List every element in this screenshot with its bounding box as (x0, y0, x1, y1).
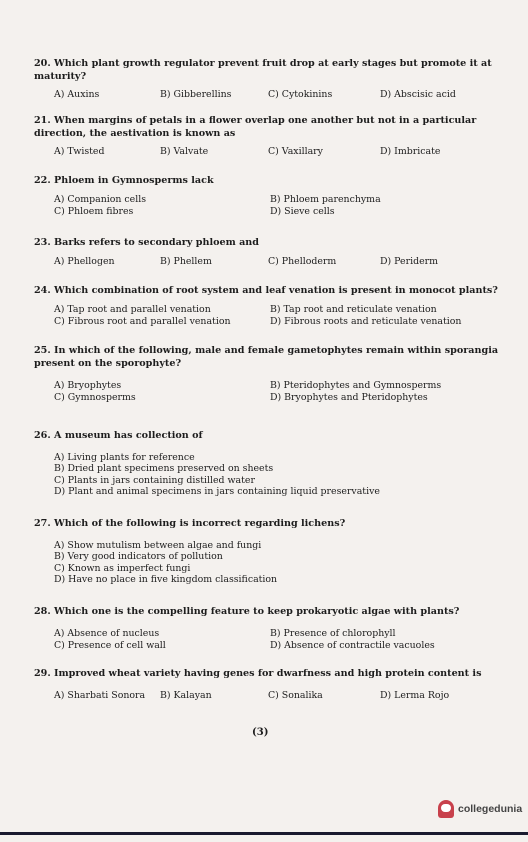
bottom-rule (0, 832, 528, 835)
options-grid (34, 304, 502, 327)
watermark-logo (438, 800, 522, 818)
question-text: 23. Barks refers to secondary phloem and (34, 237, 259, 248)
page-number: (3) (252, 727, 269, 738)
option-b: B) Gibberellins (160, 89, 232, 100)
question-22 (34, 175, 502, 217)
question-text: 24. Which combination of root system and leaf venation is present in monocot plants? (34, 285, 498, 296)
options-grid (34, 628, 502, 651)
question-text: 26. A museum has collection of (34, 430, 203, 441)
option-c: C) Phelloderm (268, 255, 337, 267)
option-c: C) Sonalika (268, 689, 323, 701)
question-text: 21. When margins of petals in a flower overlap one another but not in a particular direction, the aestivation is known as (34, 115, 477, 139)
options-row (34, 256, 502, 267)
options-list (34, 540, 502, 586)
question-26 (34, 430, 502, 498)
options-grid (34, 194, 502, 217)
option-a: A) Show mutulism between algae and fungi (54, 539, 262, 551)
question-text: 27. Which of the following is incorrect regarding lichens? (34, 518, 346, 529)
question-21 (34, 115, 502, 157)
option-b: B) Pteridophytes and Gymnosperms (270, 380, 442, 391)
question-27 (34, 518, 502, 586)
options-grid (34, 380, 502, 403)
option-c: C) Vaxillary (268, 146, 323, 157)
option-b: B) Phellem (160, 255, 212, 267)
option-c: C) Plants in jars containing distilled water (54, 474, 255, 486)
option-b: B) Very good indicators of pollution (54, 551, 223, 563)
options-row (34, 89, 502, 100)
option-b: B) Presence of chlorophyll (270, 627, 396, 639)
question-text: 20. Which plant growth regulator prevent fruit drop at early stages but promote it at maturity? (34, 58, 492, 82)
option-a: A) Absence of nucleus (54, 627, 160, 639)
option-c: C) Phloem fibres (54, 205, 134, 217)
option-a: A) Phellogen (54, 255, 115, 267)
brand-name: collegedunia (458, 803, 523, 815)
option-a: A) Auxins (54, 89, 100, 100)
question-text: 22. Phloem in Gymnosperms lack (34, 175, 214, 186)
question-text: 29. Improved wheat variety having genes for dwarfness and high protein content is (34, 668, 482, 679)
question-25 (34, 345, 502, 403)
question-text: 28. Which one is the compelling feature to keep prokaryotic algae with plants? (34, 606, 460, 617)
option-a: A) Companion cells (54, 193, 147, 205)
option-b: B) Tap root and reticulate venation (270, 303, 437, 315)
option-b: B) Valvate (160, 146, 209, 157)
option-d: D) Sieve cells (270, 205, 335, 217)
options-row (34, 146, 502, 157)
option-b: B) Phloem parenchyma (270, 193, 381, 205)
question-29 (34, 668, 502, 701)
question-text: 25. In which of the following, male and female gametophytes remain within sporangia present on the sporophyte? (34, 345, 499, 369)
option-d: D) Bryophytes and Pteridophytes (270, 392, 428, 403)
option-c: C) Known as imperfect fungi (54, 562, 191, 574)
option-d: D) Fibrous roots and reticulate venation (270, 315, 462, 327)
option-d: D) Periderm (380, 255, 438, 267)
question-28 (34, 606, 502, 651)
option-b: B) Kalayan (160, 689, 212, 701)
question-24 (34, 285, 502, 327)
owl-logo-icon (438, 800, 454, 818)
options-row (34, 690, 502, 701)
option-d: D) Abscisic acid (380, 89, 456, 100)
option-c: C) Cytokinins (268, 89, 333, 100)
option-d: D) Imbricate (380, 146, 441, 157)
option-a: A) Sharbati Sonora (54, 689, 146, 701)
option-a: A) Bryophytes (54, 380, 122, 391)
option-b: B) Dried plant specimens preserved on sheets (54, 463, 274, 475)
option-d: D) Plant and animal specimens in jars containing liquid preservative (54, 486, 380, 498)
option-d: D) Absence of contractile vacuoles (270, 639, 435, 651)
option-c: C) Gymnosperms (54, 392, 136, 403)
option-a: A) Tap root and parallel venation (54, 303, 211, 315)
question-20 (34, 58, 502, 100)
option-a: A) Living plants for reference (54, 451, 195, 463)
option-a: A) Twisted (54, 146, 105, 157)
question-23 (34, 237, 502, 267)
option-d: D) Lerma Rojo (380, 689, 450, 701)
option-d: D) Have no place in five kingdom classification (54, 574, 278, 586)
options-list (34, 452, 502, 498)
option-c: C) Fibrous root and parallel venation (54, 315, 231, 327)
option-c: C) Presence of cell wall (54, 639, 166, 651)
